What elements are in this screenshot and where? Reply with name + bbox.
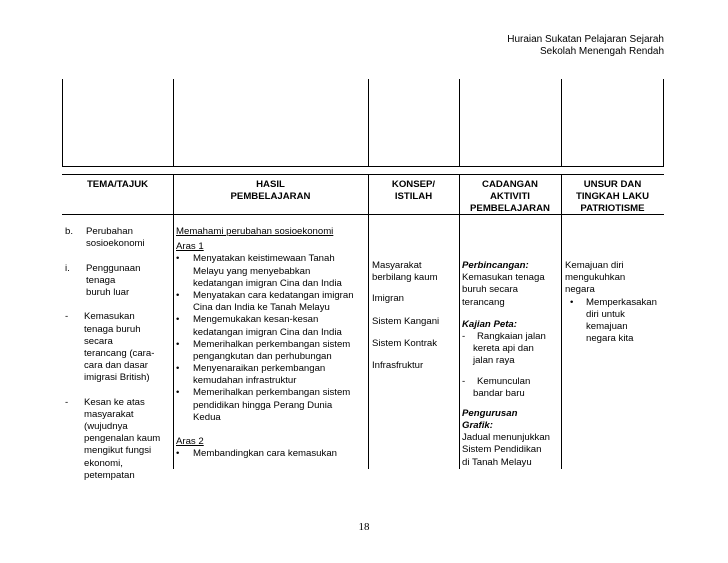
hasil-bullet-c: • xyxy=(176,314,180,326)
tema-b-marker: b. xyxy=(65,226,74,237)
tema-i-line1: Penggunaan xyxy=(86,262,141,274)
hasil-aras1: Aras 1 xyxy=(176,241,204,253)
tema-d1-line3: secara xyxy=(84,335,113,347)
konsep-k6: Infrasfruktur xyxy=(372,359,424,371)
tema-b-line1: Perubahan xyxy=(86,226,133,237)
cadangan-pengurusan: Pengurusan xyxy=(462,407,518,419)
hasil-aras2: Aras 2 xyxy=(176,436,204,448)
hasil-bullet-g: • xyxy=(176,448,180,460)
tema-d2-line1: Kesan ke atas xyxy=(84,396,145,408)
column-header-konsep-line2: ISTILAH xyxy=(394,191,433,202)
column-header-cadangan xyxy=(459,179,561,215)
document-header-line2: Sekolah Menengah Rendah xyxy=(540,46,664,57)
tema-i-line2: tenaga xyxy=(86,274,116,286)
unsur-u3: negara xyxy=(565,284,595,296)
hasil-c2: kedatangan imigran Cina dan India xyxy=(193,326,342,338)
hasil-f1: Memerihalkan perkembangan sistem xyxy=(193,387,351,399)
column-header-hasil-line2: PEMBELAJARAN xyxy=(230,191,311,202)
cadangan-k2a: Kemunculan xyxy=(477,375,531,387)
column-header-konsep xyxy=(368,179,459,203)
tema-i-marker: i. xyxy=(65,262,70,274)
hasil-f3: Kedua xyxy=(193,411,221,423)
unsur-u2: mengukuhkan xyxy=(565,272,626,284)
konsep-k3: Imigran xyxy=(372,293,404,305)
column-header-cadangan-line2: AKTIVITI xyxy=(490,191,530,202)
hasil-e2: kemudahan infrastruktur xyxy=(193,375,297,387)
hasil-g1: Membandingkan cara kemasukan xyxy=(193,448,337,460)
unsur-u4: Memperkasakan xyxy=(586,296,657,308)
unsur-u6: kemajuan xyxy=(586,320,628,332)
tema-d1-line5: cara dan dasar xyxy=(84,360,148,372)
cadangan-g3: di Tanah Melayu xyxy=(462,456,532,468)
hasil-a3: kedatangan imigran Cina dan India xyxy=(193,277,342,289)
column-header-konsep-line1: KONSEP/ xyxy=(391,179,436,190)
cadangan-g1: Jadual menunjukkan xyxy=(462,432,551,444)
cadangan-p2: buruh secara xyxy=(462,284,518,296)
tema-d2-line2: masyarakat xyxy=(84,408,134,420)
hasil-e1: Menyenaraikan perkembangan xyxy=(193,363,326,375)
column-header-hasil-line1: HASIL xyxy=(256,179,285,190)
cadangan-p3: terancang xyxy=(462,296,505,308)
hasil-a1: Menyatakan keistimewaan Tanah xyxy=(193,253,335,265)
hasil-b2: Cina dan India ke Tanah Melayu xyxy=(193,302,330,314)
tema-d1-line4: terancang (cara- xyxy=(84,347,155,359)
tema-d1-line6: imigrasi British) xyxy=(84,372,150,384)
hasil-bullet-b: • xyxy=(176,289,180,301)
document-header-line1: Huraian Sukatan Pelajaran Sejarah xyxy=(507,34,664,45)
hasil-cell xyxy=(176,226,366,461)
hasil-title: Memahami perubahan sosioekonomi xyxy=(176,226,334,237)
cadangan-k2b: bandar baru xyxy=(473,387,525,399)
tema-d2-line4: pengenalan kaum xyxy=(84,433,161,445)
column-header-cadangan-line1: CADANGAN xyxy=(482,179,538,190)
cadangan-p1: Kemasukan tenaga xyxy=(462,272,545,284)
cadangan-k1c: jalan raya xyxy=(473,355,515,367)
hasil-f2: pendidikan hingga Perang Dunia xyxy=(193,399,333,411)
hasil-bullet-a: • xyxy=(176,253,180,265)
cadangan-perbincangan: Perbincangan: xyxy=(462,260,529,271)
cadangan-grafik: Grafik: xyxy=(462,420,493,432)
cadangan-g2: Sistem Pendidikan xyxy=(462,444,542,456)
column-header-unsur-line1: UNSUR DAN xyxy=(583,179,642,190)
column-header-cadangan-line3: PEMBELAJARAN xyxy=(470,203,550,214)
konsep-cell xyxy=(372,260,458,372)
unsur-u5: diri untuk xyxy=(586,308,625,320)
column-header-unsur-line3: PATRIOTISME xyxy=(580,203,645,214)
tema-d2-marker: - xyxy=(65,396,69,408)
cadangan-k1a: Rangkaian jalan xyxy=(477,330,546,342)
tema-d1-line2: tenaga buruh xyxy=(84,323,141,335)
tema-d2-line6: ekonomi, xyxy=(84,457,123,469)
column-header-unsur-line2: TINGKAH LAKU xyxy=(575,191,649,202)
page-number: 18 xyxy=(358,521,370,533)
tema-d2-line3: (wujudnya xyxy=(84,421,128,432)
hasil-d1: Memerihalkan perkembangan sistem xyxy=(193,338,351,350)
tema-i-line3: buruh luar xyxy=(86,286,130,298)
tema-d2-line7: petempatan xyxy=(84,469,135,481)
column-header-unsur xyxy=(561,179,664,215)
column-header-hasil xyxy=(173,179,368,203)
cadangan-dash-1: - xyxy=(462,330,466,342)
tema-d1-line1: Kemasukan xyxy=(84,311,135,323)
hasil-a2: Melayu yang menyebabkan xyxy=(193,265,311,277)
tema-b-line2: sosioekonomi xyxy=(86,238,145,250)
hasil-bullet-d: • xyxy=(176,338,180,350)
hasil-b1: Menyatakan cara kedatangan imigran xyxy=(193,289,354,301)
konsep-k5: Sistem Kontrak xyxy=(372,337,438,349)
unsur-bullet: • xyxy=(570,296,574,308)
cadangan-cell xyxy=(462,260,560,469)
tema-cell xyxy=(65,226,171,482)
konsep-k1: Masyarakat xyxy=(372,260,422,271)
cadangan-kajian: Kajian Peta: xyxy=(462,318,517,330)
cadangan-dash-2: - xyxy=(462,375,466,387)
cadangan-k1b: kereta api dan xyxy=(473,343,534,355)
unsur-cell xyxy=(565,260,663,345)
hasil-d2: pengangkutan dan perhubungan xyxy=(193,350,332,362)
column-header-tema: TEMA/TAJUK xyxy=(86,179,149,190)
unsur-u7: negara kita xyxy=(586,333,634,345)
hasil-bullet-f: • xyxy=(176,387,180,399)
konsep-k2: berbilang kaum xyxy=(372,272,438,284)
tema-d2-line5: mengikut fungsi xyxy=(84,445,152,457)
unsur-u1: Kemajuan diri xyxy=(565,260,624,271)
tema-d1-marker: - xyxy=(65,311,69,323)
hasil-c1: Mengemukakan kesan-kesan xyxy=(193,314,319,326)
konsep-k4: Sistem Kangani xyxy=(372,315,440,327)
hasil-bullet-e: • xyxy=(176,363,180,375)
